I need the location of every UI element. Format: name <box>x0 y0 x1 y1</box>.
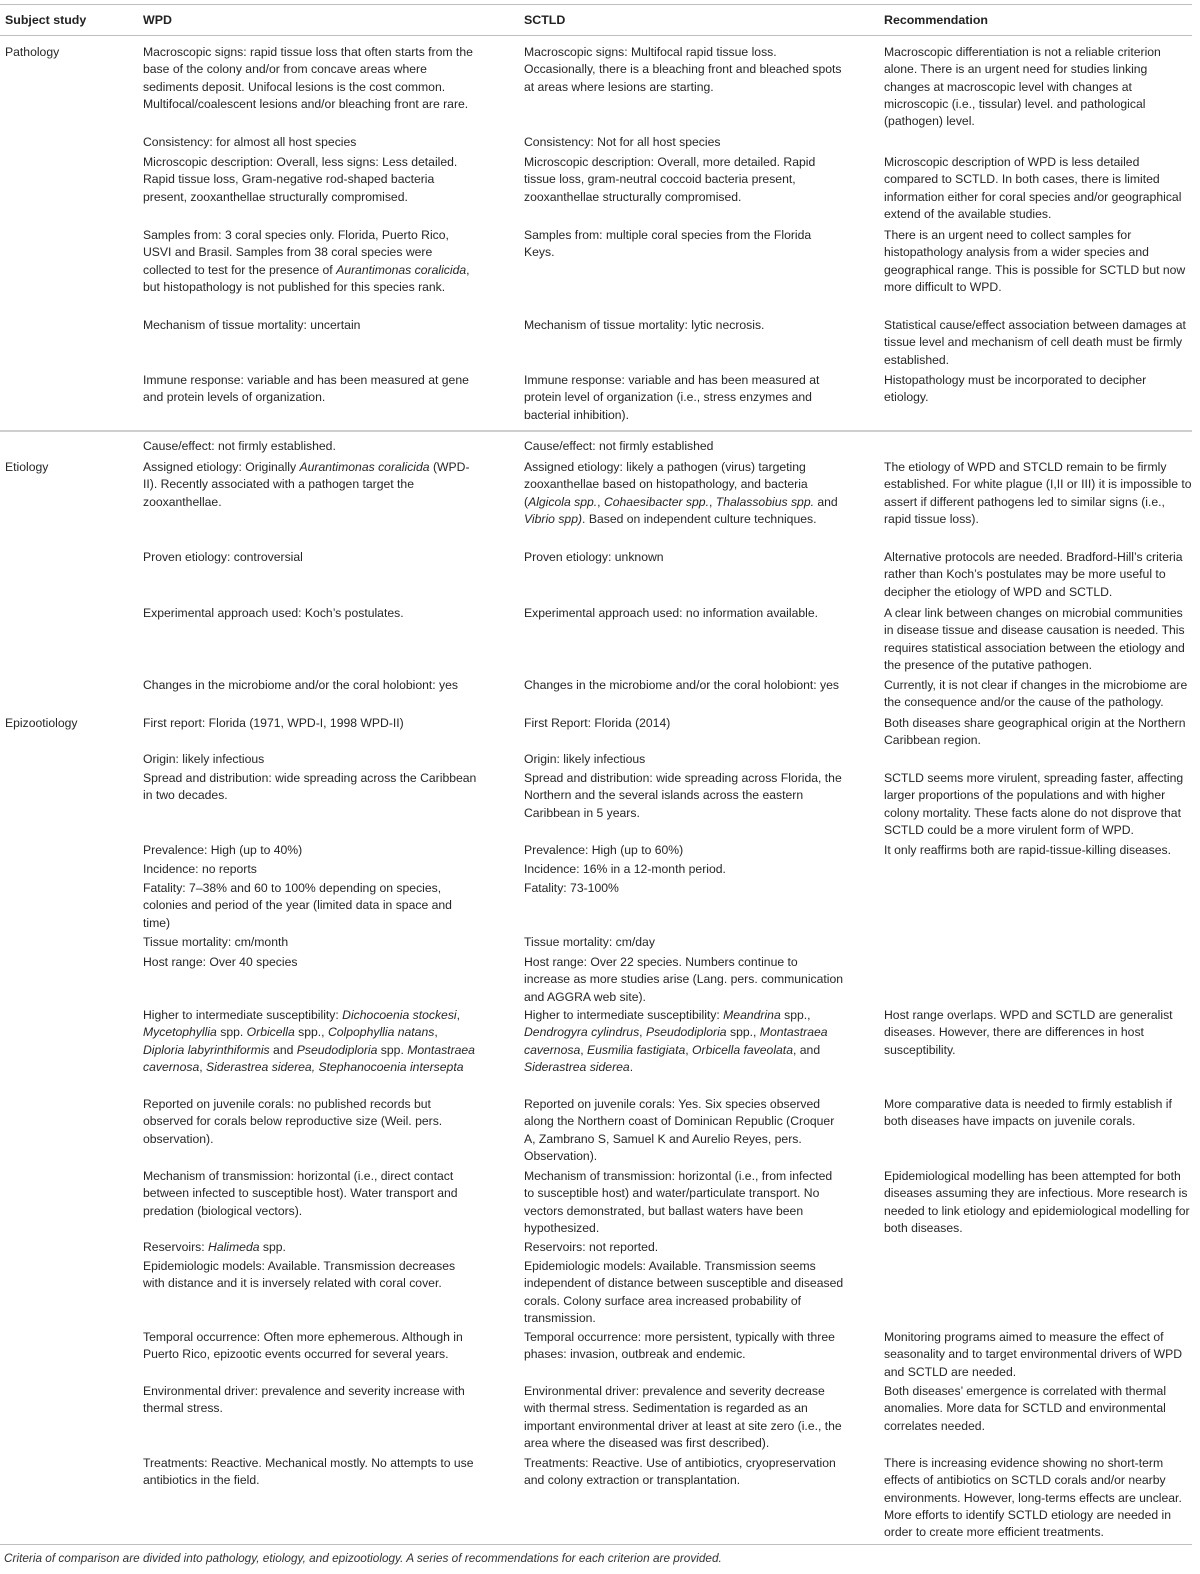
header-wpd: WPD <box>143 13 172 27</box>
recommendation-cell: The etiology of WPD and STCLD remain to be firmly established. For white plague (I,II or III) it is impossible to assert if different pathogens led to similar signs (i.e., rapid tissue loss). <box>884 460 1192 526</box>
sctld-cell: Incidence: 16% in a 12-month period. <box>524 862 726 876</box>
wpd-cell: Samples from: 3 coral species only. Florida, Puerto Rico, USVI and Brasil. Samples from 38 coral species were collected to test for the presence of Aurantimonas coralicida, but histopathology is not published for this species rank. <box>143 228 470 294</box>
table-top-rule <box>0 4 1192 5</box>
sctld-cell: Reported on juvenile corals: Yes. Six species observed along the Northern coast of Dominican Republic (Croquer A, Zambrano S, Samuel K and Aurelio Reyes, pers. Observation). <box>524 1097 835 1163</box>
header-rule <box>0 35 1192 36</box>
sctld-cell: Samples from: multiple coral species from the Florida Keys. <box>524 228 812 260</box>
recommendation-cell: SCTLD seems more virulent, spreading faster, affecting larger proportions of the populations and with higher colony mortality. These facts alone do not disprove that SCTLD could be a more virulent form of WPD. <box>884 771 1184 837</box>
header-recommendation: Recommendation <box>884 13 988 27</box>
section-label-etiology: Etiology <box>5 460 49 474</box>
recommendation-cell: Epidemiological modelling has been attempted for both diseases assuming they are infectious. More research is needed to link etiology and epidemiological modelling for both diseases. <box>884 1169 1190 1235</box>
wpd-cell: First report: Florida (1971, WPD-I, 1998 WPD-II) <box>143 716 404 730</box>
recommendation-cell: Both diseases’ emergence is correlated with thermal anomalies. More data for SCTLD and environmental correlates needed. <box>884 1384 1167 1433</box>
wpd-cell: Treatments: Reactive. Mechanical mostly. No attempts to use antibiotics in the field. <box>143 1456 474 1488</box>
sctld-cell: Prevalence: High (up to 60%) <box>524 843 684 857</box>
recommendation-cell: There is increasing evidence showing no short-term effects of antibiotics on SCTLD corals and/or nearby environments. However, long-terms effects are unclear. More efforts to identify SCTLD etiology are needed in order to create more efficient treatments. <box>884 1456 1182 1540</box>
wpd-cell: Higher to intermediate susceptibility: Dichocoenia stockesi, Mycetophyllia spp. Orbicella spp., Colpophyllia natans, Diploria labyrinthiformis and Pseudodiploria spp. Montastraea cavernosa, Siderastrea siderea, Stephanocoenia intersepta <box>143 1008 475 1074</box>
wpd-cell: Environmental driver: prevalence and severity increase with thermal stress. <box>143 1384 465 1416</box>
sctld-cell: Microscopic description: Overall, more detailed. Rapid tissue loss, gram-neutral coccoid bacteria present, zooxanthellae structurally compromised. <box>524 155 816 204</box>
sctld-cell: Epidemiologic models: Available. Transmission seems independent of distance between susceptible and diseased corals. Colony surface area increased probability of transmission. <box>524 1259 844 1325</box>
wpd-cell: Epidemiologic models: Available. Transmission decreases with distance and it is inversely related with coral cover. <box>143 1259 456 1291</box>
wpd-cell: Experimental approach used: Koch’s postulates. <box>143 606 404 620</box>
wpd-cell: Immune response: variable and has been measured at gene and protein levels of organization. <box>143 373 469 405</box>
recommendation-cell: Monitoring programs aimed to measure the effect of seasonality and to target environmental drivers of WPD and SCTLD are needed. <box>884 1330 1183 1379</box>
sctld-cell: Treatments: Reactive. Use of antibiotics, cryopreservation and colony extraction or transplantation. <box>524 1456 836 1488</box>
wpd-cell: Spread and distribution: wide spreading across the Caribbean in two decades. <box>143 771 477 803</box>
wpd-cell: Reported on juvenile corals: no published records but observed for corals below reproductive size (Weil. pers. observation). <box>143 1097 443 1146</box>
sctld-cell: Temporal occurrence: more persistent, typically with three phases: invasion, outbreak and endemic. <box>524 1330 835 1362</box>
wpd-cell: Incidence: no reports <box>143 862 257 876</box>
wpd-cell: Reservoirs: Halimeda spp. <box>143 1240 286 1254</box>
wpd-cell: Origin: likely infectious <box>143 752 265 766</box>
sctld-cell: Mechanism of transmission: horizontal (i.e., from infected to susceptible host) and water/particulate transport. No vectors demonstrated, but ballast waters have been hypothesized. <box>524 1169 833 1235</box>
sctld-cell: Host range: Over 22 species. Numbers continue to increase as more studies arise (Lang. pers. communication and AGGRA web site). <box>524 955 844 1004</box>
recommendation-cell: Host range overlaps. WPD and SCTLD are generalist diseases. However, there are differences in host susceptibility. <box>884 1008 1173 1057</box>
wpd-cell: Mechanism of tissue mortality: uncertain <box>143 318 361 332</box>
table-bottom-rule <box>0 1544 1192 1545</box>
wpd-cell: Proven etiology: controversial <box>143 550 303 564</box>
section-label-epizootiology: Epizootiology <box>5 716 78 730</box>
recommendation-cell: Statistical cause/effect association between damages at tissue level and mechanism of cell death must be firmly established. <box>884 318 1186 367</box>
wpd-cell: Tissue mortality: cm/month <box>143 935 289 949</box>
recommendation-cell: Alternative protocols are needed. Bradford-Hill’s criteria rather than Koch’s postulates may be more useful to decipher the etiology of WPD and SCTLD. <box>884 550 1183 599</box>
recommendation-cell: A clear link between changes on microbial communities in disease tissue and disease causation is needed. This requires statistical association between the etiology and the presence of the putative pathogen. <box>884 606 1185 672</box>
recommendation-cell: More comparative data is needed to firmly establish if both diseases have impacts on juvenile corals. <box>884 1097 1172 1129</box>
sctld-cell: Immune response: variable and has been measured at protein level of organization (i.e., stress enzymes and bacterial inhibition). <box>524 373 820 422</box>
sctld-cell: Consistency: Not for all host species <box>524 135 721 149</box>
wpd-cell: Macroscopic signs: rapid tissue loss that often starts from the base of the colony and/or from concave areas where sediments deposit. Unifocal lesions is the cost common. Multifocal/coalescent lesions and/or bleaching front are rare. <box>143 45 473 111</box>
header-subject-study: Subject study <box>5 13 87 27</box>
recommendation-cell: It only reaffirms both are rapid-tissue-killing diseases. <box>884 843 1171 857</box>
wpd-cell: Consistency: for almost all host species <box>143 135 357 149</box>
sctld-cell: Higher to intermediate susceptibility: Meandrina spp., Dendrogyra cylindrus, Pseudodiploria spp., Montastraea cavernosa, Eusmilia fastigiata, Orbicella faveolata, and Siderastrea siderea. <box>524 1008 828 1074</box>
wpd-cell: Prevalence: High (up to 40%) <box>143 843 303 857</box>
wpd-cell: Assigned etiology: Originally Aurantimonas coralicida (WPD-II). Recently associated with a pathogen target the zooxanthellae. <box>143 460 470 509</box>
sctld-cell: Origin: likely infectious <box>524 752 646 766</box>
sctld-cell: Mechanism of tissue mortality: lytic necrosis. <box>524 318 765 332</box>
wpd-cell: Cause/effect: not firmly established. <box>143 439 336 453</box>
sctld-cell: Spread and distribution: wide spreading across Florida, the Northern and the several islands across the eastern Caribbean in 5 years. <box>524 771 842 820</box>
section-label-pathology: Pathology <box>5 45 60 59</box>
sctld-cell: Fatality: 73-100% <box>524 881 619 895</box>
wpd-cell: Changes in the microbiome and/or the coral holobiont: yes <box>143 678 459 692</box>
sctld-cell: First Report: Florida (2014) <box>524 716 671 730</box>
sctld-cell: Assigned etiology: likely a pathogen (virus) targeting zooxanthellae based on histopathology, and bacteria (Algicola spp., Cohaesibacter spp., Thalassobius spp. and Vibrio spp). Based on independent culture techniques. <box>524 460 838 526</box>
recommendation-cell: There is an urgent need to collect samples for histopathology analysis from a wider species and geographical range. This is possible for SCTLD but now more difficult to WPD. <box>884 228 1186 294</box>
sctld-cell: Tissue mortality: cm/day <box>524 935 655 949</box>
recommendation-cell: Both diseases share geographical origin at the Northern Caribbean region. <box>884 716 1186 748</box>
sctld-cell: Changes in the microbiome and/or the coral holobiont: yes <box>524 678 840 692</box>
wpd-cell: Host range: Over 40 species <box>143 955 298 969</box>
wpd-cell: Temporal occurrence: Often more ephemerous. Although in Puerto Rico, epizootic events occurred for several years. <box>143 1330 463 1362</box>
wpd-cell: Mechanism of transmission: horizontal (i.e., direct contact between infected to susceptible host). Water transport and predation (biological vectors). <box>143 1169 458 1218</box>
header-sctld: SCTLD <box>524 13 566 27</box>
sctld-cell: Proven etiology: unknown <box>524 550 664 564</box>
section-divider <box>0 430 1192 432</box>
wpd-cell: Microscopic description: Overall, less signs: Less detailed. Rapid tissue loss, Gram-negative rod-shaped bacteria present, zooxanthellae structurally compromised. <box>143 155 458 204</box>
sctld-cell: Environmental driver: prevalence and severity decrease with thermal stress. Sedimentation is regarded as an important environmental driver at least at site zero (i.e., the area where the diseased was first described). <box>524 1384 842 1450</box>
sctld-cell: Macroscopic signs: Multifocal rapid tissue loss. Occasionally, there is a bleaching front and bleached spots at areas where lesions are starting. <box>524 45 842 94</box>
wpd-cell: Fatality: 7–38% and 60 to 100% depending on species, colonies and period of the year (limited data in space and time) <box>143 881 452 930</box>
recommendation-cell: Microscopic description of WPD is less detailed compared to SCTLD. In both cases, there is limited information either for coral species and/or geographical extend of the available studies. <box>884 155 1182 221</box>
table-footnote: Criteria of comparison are divided into pathology, etiology, and epizootiology. A series of recommendations for each criterion are provided. <box>4 1551 722 1565</box>
recommendation-cell: Macroscopic differentiation is not a reliable criterion alone. There is an urgent need for studies linking changes at macroscopic level with changes at microscopic (i.e., tissular) level. and pathological (pathogen) level. <box>884 45 1161 129</box>
sctld-cell: Reservoirs: not reported. <box>524 1240 659 1254</box>
recommendation-cell: Histopathology must be incorporated to decipher etiology. <box>884 373 1147 405</box>
recommendation-cell: Currently, it is not clear if changes in the microbiome are the consequence and/or the cause of the pathology. <box>884 678 1188 710</box>
sctld-cell: Experimental approach used: no information available. <box>524 606 819 620</box>
sctld-cell: Cause/effect: not firmly established <box>524 439 714 453</box>
